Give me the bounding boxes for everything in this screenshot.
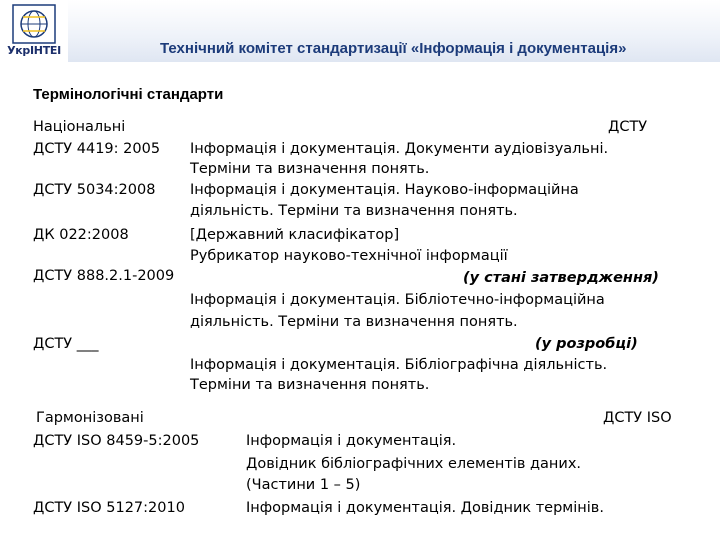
entry-title-line: Інформація і документація. Бібліографічна діяльність.	[190, 357, 608, 373]
entry-code: ДСТУ ___	[33, 336, 99, 352]
harmonized-heading: Гармонізовані	[36, 410, 144, 426]
section-title: Термінологічні стандарти	[33, 86, 224, 103]
entry-title-line: діяльність. Терміни та визначення понять.	[190, 314, 518, 330]
entry-title-line: Інформація і документація. Документи аудіовізуальні.	[190, 141, 609, 157]
entry-title-line: Інформація і документація. Бібліотечно-інформаційна	[190, 292, 605, 308]
national-heading: Національні	[33, 119, 126, 135]
entry-title-line: Рубрикатор науково-технічної інформації	[190, 248, 508, 264]
header-title: Технічний комітет стандартизації «Інформація і документація»	[160, 40, 627, 57]
entry-code: ДК 022:2008	[33, 227, 129, 243]
logo	[0, 0, 69, 62]
entry-title-line: діяльність. Терміни та визначення понять.	[190, 203, 518, 219]
status-badge: (у стані затвердження)	[463, 270, 659, 286]
entry-title-line: Інформація і документація.	[246, 433, 457, 449]
national-heading-right: ДСТУ	[608, 119, 648, 135]
entry-title-line: Терміни та визначення понять.	[190, 377, 430, 393]
entry-title-line: Інформація і документація. Науково-інформаційна	[190, 182, 579, 198]
entry-title-line: [Державний класифікатор]	[190, 227, 400, 243]
ukrintei-logo-icon	[12, 4, 56, 44]
entry-code: ДСТУ ISO 8459-5:2005	[33, 433, 200, 449]
status-badge: (у розробці)	[535, 336, 638, 352]
entry-title-line: Інформація і документація. Довідник термінів.	[246, 500, 604, 516]
entry-title-line: Терміни та визначення понять.	[190, 161, 430, 177]
entry-code: ДСТУ 4419: 2005	[33, 141, 161, 157]
entry-code: ДСТУ 5034:2008	[33, 182, 156, 198]
harmonized-heading-right: ДСТУ ISO	[603, 410, 672, 426]
entry-code: ДСТУ ISO 5127:2010	[33, 500, 185, 516]
entry-title-line: Довідник бібліографічних елементів даних.	[246, 456, 582, 472]
entry-title-line: (Частини 1 – 5)	[246, 477, 361, 493]
entry-code: ДСТУ 888.2.1-2009	[33, 268, 175, 284]
logo-text: УкрІНТЕІ	[7, 44, 61, 57]
